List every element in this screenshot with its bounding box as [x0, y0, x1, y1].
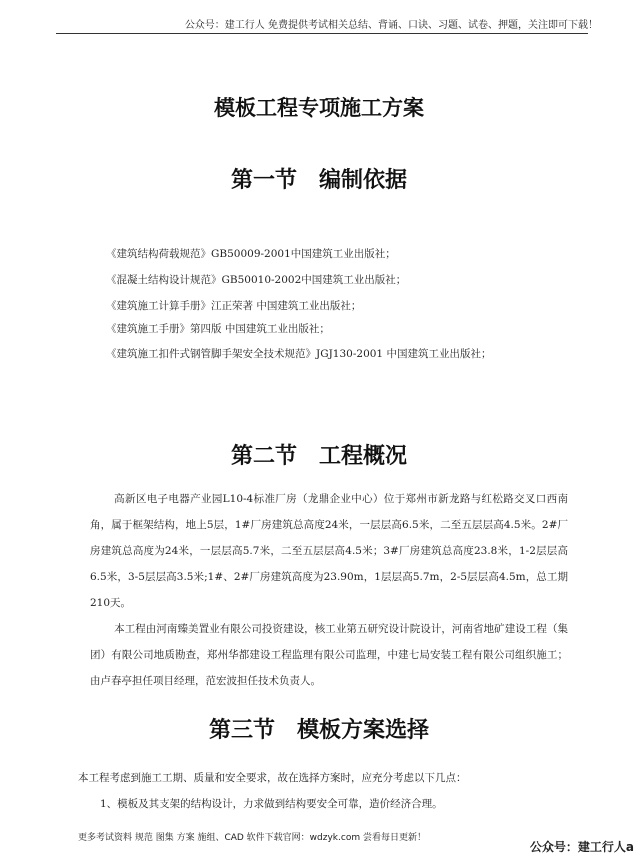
header-divider — [56, 33, 588, 34]
section2-title: 第二节 工程概况 — [230, 443, 407, 469]
watermark: 公众号：建工行人a — [529, 840, 634, 854]
overview-paragraph: 本工程由河南臻美置业有限公司投资建设，核工业第五研究设计院设计，河南省地矿建设工程（集团）有限公司地质勘查，郑州华都建设工程监理有限公司监理，中建七局安装工程有限公司组织施工；由卢春亭担任项目经理，范宏波担任技术负责人。 — [90, 623, 568, 687]
list-item: 1、模板及其支架的结构设计，力求做到结构要安全可靠，造价经济合理。 — [100, 798, 443, 810]
overview-paragraph: 高新区电子电器产业园L10-4标准厂房（龙鼎企业中心）位于郑州市新龙路与红松路交叉口西南角，属于框架结构，地上5层，1#厂房建筑总高度24米，一层层高6.5米，二至五层层高4.5米。2#厂房建筑总高度为24米，一层层高5.7米，二至五层层高4.5米；3#厂房建筑总高度23.8米，1-2层层高6.5米，3-5层层高3.5米;1#、2#厂房建筑高度为23.90m，1层层高5.7m，2-5层层高4.5m，总工期210天。 — [90, 493, 568, 609]
reference-item: 《混凝土结构设计规范》GB50010-2002中国建筑工业出版社； — [106, 274, 407, 286]
page-footer-note: 更多考试资料 规范 图集 方案 施组、CAD 软件下载官网：wdzyk.com 尝看每日更新！ — [78, 833, 426, 843]
reference-item: 《建筑结构荷载规范》GB50009-2001中国建筑工业出版社； — [106, 248, 396, 260]
reference-item: 《建筑施工计算手册》江正荣著 中国建筑工业出版社； — [106, 300, 362, 312]
reference-item: 《建筑施工手册》第四版 中国建筑工业出版社； — [106, 323, 330, 335]
document-title: 模板工程专项施工方案 — [214, 95, 424, 120]
section3-intro: 本工程考虑到施工工期、质量和安全要求，故在选择方案时，应充分考虑以下几点： — [78, 772, 467, 784]
page-header-note: 公众号：建工行人 免费提供考试相关总结、背诵、口诀、习题、试卷、押题，关注即可下载！ — [184, 20, 598, 31]
section1-title: 第一节 编制依据 — [230, 167, 407, 193]
reference-item: 《建筑施工扣件式钢管脚手架安全技术规范》JGJ130-2001 中国建筑工业出版社； — [106, 348, 492, 360]
section3-title: 第三节 模板方案选择 — [208, 717, 429, 743]
